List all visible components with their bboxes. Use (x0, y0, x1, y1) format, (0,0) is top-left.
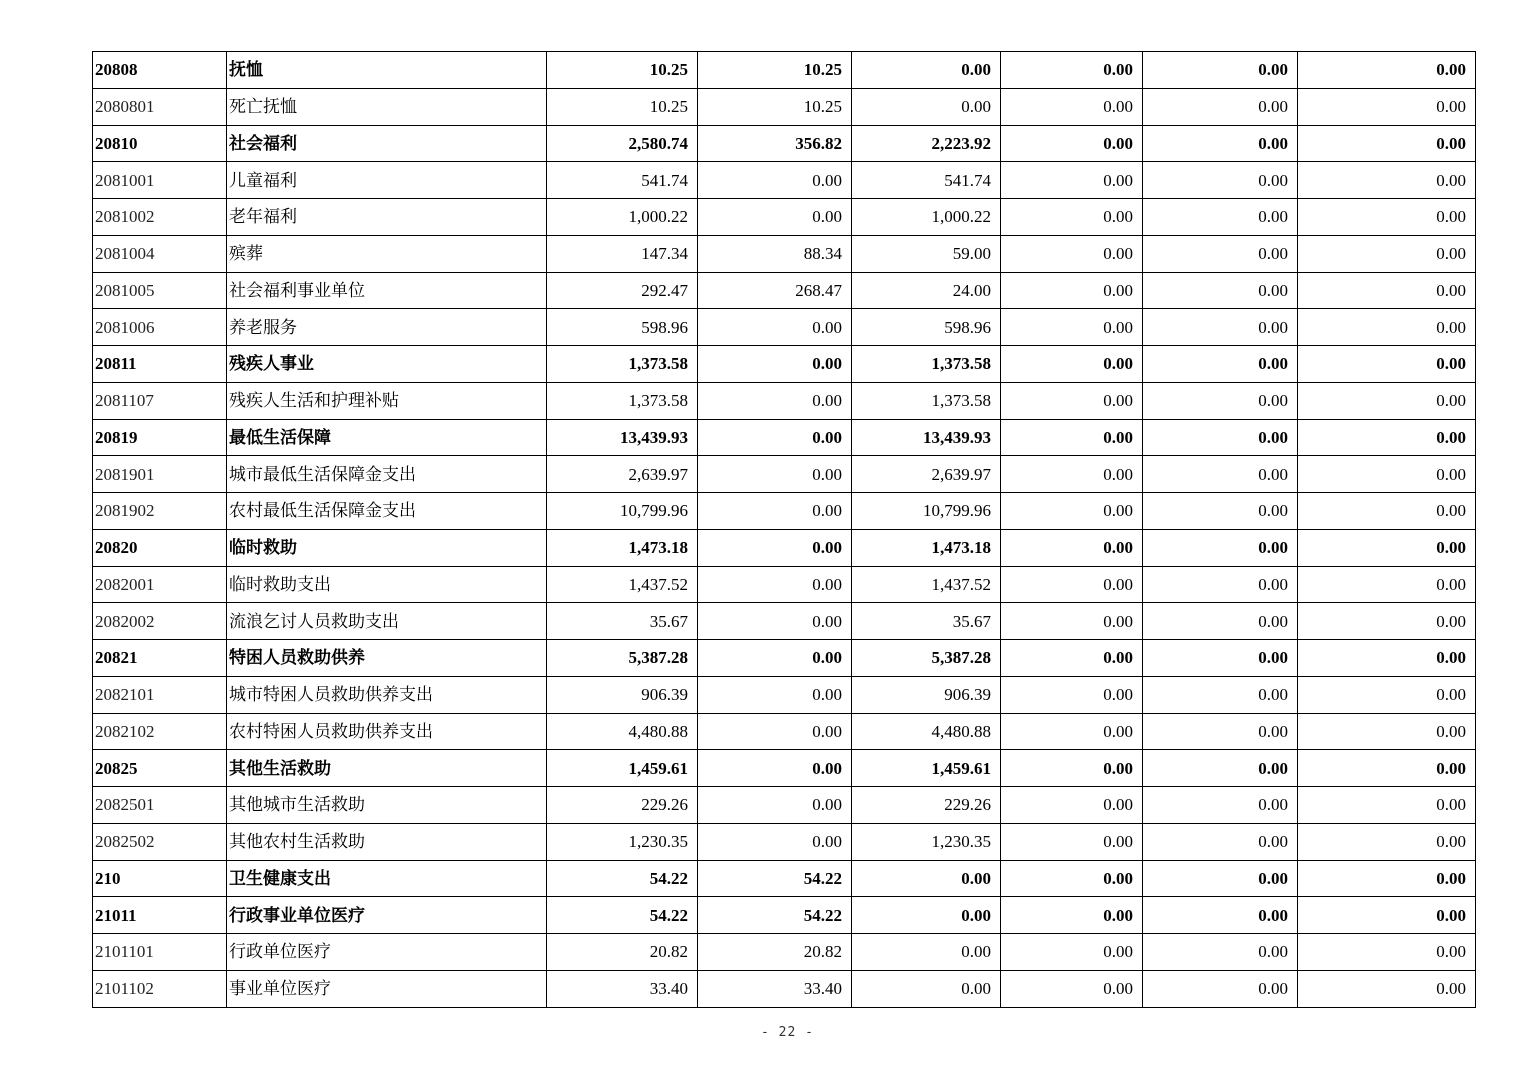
amount-cell: 0.00 (1001, 823, 1143, 860)
amount-cell: 13,439.93 (852, 419, 1001, 456)
amount-cell: 0.00 (1298, 309, 1476, 346)
amount-cell: 229.26 (547, 787, 698, 824)
amount-cell: 147.34 (547, 235, 698, 272)
subject-code-cell: 2081902 (93, 493, 227, 530)
subject-name-cell: 临时救助 (227, 529, 547, 566)
amount-cell: 0.00 (1001, 52, 1143, 89)
amount-cell: 5,387.28 (547, 640, 698, 677)
amount-cell: 0.00 (1143, 934, 1298, 971)
amount-cell: 2,223.92 (852, 125, 1001, 162)
amount-cell: 541.74 (547, 162, 698, 199)
amount-cell: 906.39 (852, 676, 1001, 713)
table-row (93, 235, 1476, 272)
amount-cell: 0.00 (1001, 272, 1143, 309)
subject-name-cell: 养老服务 (227, 309, 547, 346)
amount-cell: 0.00 (698, 493, 852, 530)
amount-cell: 0.00 (1001, 456, 1143, 493)
amount-cell: 0.00 (1143, 750, 1298, 787)
amount-cell: 0.00 (852, 970, 1001, 1007)
table-row (93, 676, 1476, 713)
amount-cell: 0.00 (698, 566, 852, 603)
subject-code-cell: 20808 (93, 52, 227, 89)
amount-cell: 10.25 (698, 88, 852, 125)
subject-name-cell: 社会福利 (227, 125, 547, 162)
table-row (93, 309, 1476, 346)
amount-cell: 10.25 (698, 52, 852, 89)
amount-cell: 268.47 (698, 272, 852, 309)
amount-cell: 10.25 (547, 52, 698, 89)
table-row (93, 860, 1476, 897)
subject-code-cell: 2082002 (93, 603, 227, 640)
amount-cell: 1,473.18 (852, 529, 1001, 566)
amount-cell: 0.00 (1001, 382, 1143, 419)
amount-cell: 0.00 (1143, 309, 1298, 346)
amount-cell: 0.00 (1001, 897, 1143, 934)
budget-expenditure-table (92, 51, 1476, 1008)
amount-cell: 0.00 (1001, 970, 1143, 1007)
table-row (93, 162, 1476, 199)
amount-cell: 0.00 (1143, 970, 1298, 1007)
table-row (93, 493, 1476, 530)
amount-cell: 0.00 (1298, 199, 1476, 236)
table-row (93, 199, 1476, 236)
table-row (93, 382, 1476, 419)
amount-cell: 0.00 (1001, 346, 1143, 383)
amount-cell: 0.00 (698, 382, 852, 419)
amount-cell: 0.00 (1298, 272, 1476, 309)
subject-code-cell: 20811 (93, 346, 227, 383)
amount-cell: 0.00 (1143, 346, 1298, 383)
amount-cell: 0.00 (1143, 566, 1298, 603)
amount-cell: 35.67 (547, 603, 698, 640)
amount-cell: 0.00 (1001, 419, 1143, 456)
amount-cell: 1,437.52 (547, 566, 698, 603)
amount-cell: 33.40 (698, 970, 852, 1007)
amount-cell: 0.00 (1298, 603, 1476, 640)
amount-cell: 229.26 (852, 787, 1001, 824)
amount-cell: 10,799.96 (547, 493, 698, 530)
subject-code-cell: 2082101 (93, 676, 227, 713)
amount-cell: 0.00 (698, 603, 852, 640)
amount-cell: 0.00 (1298, 970, 1476, 1007)
amount-cell: 0.00 (1298, 897, 1476, 934)
amount-cell: 0.00 (1298, 713, 1476, 750)
amount-cell: 1,373.58 (547, 382, 698, 419)
amount-cell: 0.00 (852, 52, 1001, 89)
amount-cell: 0.00 (1001, 235, 1143, 272)
amount-cell: 292.47 (547, 272, 698, 309)
amount-cell: 906.39 (547, 676, 698, 713)
amount-cell: 54.22 (547, 860, 698, 897)
amount-cell: 0.00 (1298, 382, 1476, 419)
subject-name-cell: 其他城市生活救助 (227, 787, 547, 824)
amount-cell: 598.96 (852, 309, 1001, 346)
amount-cell: 0.00 (1143, 603, 1298, 640)
amount-cell: 0.00 (1001, 162, 1143, 199)
subject-name-cell: 最低生活保障 (227, 419, 547, 456)
subject-code-cell: 2082501 (93, 787, 227, 824)
amount-cell: 0.00 (1143, 823, 1298, 860)
amount-cell: 0.00 (1298, 125, 1476, 162)
table-row (93, 456, 1476, 493)
amount-cell: 0.00 (1143, 419, 1298, 456)
amount-cell: 0.00 (1001, 529, 1143, 566)
amount-cell: 0.00 (1001, 713, 1143, 750)
amount-cell: 2,580.74 (547, 125, 698, 162)
amount-cell: 5,387.28 (852, 640, 1001, 677)
subject-name-cell: 特困人员救助供养 (227, 640, 547, 677)
amount-cell: 1,230.35 (547, 823, 698, 860)
amount-cell: 1,000.22 (852, 199, 1001, 236)
amount-cell: 0.00 (1143, 88, 1298, 125)
table-row (93, 529, 1476, 566)
subject-name-cell: 事业单位医疗 (227, 970, 547, 1007)
amount-cell: 0.00 (1143, 493, 1298, 530)
amount-cell: 0.00 (852, 934, 1001, 971)
amount-cell: 0.00 (1298, 346, 1476, 383)
subject-code-cell: 20820 (93, 529, 227, 566)
subject-name-cell: 城市最低生活保障金支出 (227, 456, 547, 493)
table-row (93, 897, 1476, 934)
amount-cell: 0.00 (1298, 88, 1476, 125)
subject-code-cell: 2101102 (93, 970, 227, 1007)
amount-cell: 4,480.88 (852, 713, 1001, 750)
amount-cell: 54.22 (547, 897, 698, 934)
amount-cell: 0.00 (698, 346, 852, 383)
amount-cell: 59.00 (852, 235, 1001, 272)
table-row (93, 603, 1476, 640)
amount-cell: 0.00 (1001, 640, 1143, 677)
subject-name-cell: 行政单位医疗 (227, 934, 547, 971)
subject-code-cell: 20821 (93, 640, 227, 677)
amount-cell: 0.00 (1001, 860, 1143, 897)
amount-cell: 0.00 (698, 750, 852, 787)
amount-cell: 0.00 (1143, 162, 1298, 199)
amount-cell: 0.00 (698, 676, 852, 713)
amount-cell: 598.96 (547, 309, 698, 346)
subject-code-cell: 2082502 (93, 823, 227, 860)
amount-cell: 2,639.97 (852, 456, 1001, 493)
subject-name-cell: 社会福利事业单位 (227, 272, 547, 309)
table-row (93, 125, 1476, 162)
subject-name-cell: 其他农村生活救助 (227, 823, 547, 860)
amount-cell: 0.00 (1143, 787, 1298, 824)
amount-cell: 10,799.96 (852, 493, 1001, 530)
table-row (93, 52, 1476, 89)
amount-cell: 0.00 (1298, 823, 1476, 860)
amount-cell: 0.00 (1001, 566, 1143, 603)
subject-name-cell: 老年福利 (227, 199, 547, 236)
table-body (93, 52, 1476, 1008)
amount-cell: 0.00 (1001, 787, 1143, 824)
amount-cell: 0.00 (698, 309, 852, 346)
amount-cell: 1,000.22 (547, 199, 698, 236)
amount-cell: 1,437.52 (852, 566, 1001, 603)
subject-name-cell: 抚恤 (227, 52, 547, 89)
amount-cell: 0.00 (1143, 860, 1298, 897)
amount-cell: 0.00 (1143, 199, 1298, 236)
amount-cell: 0.00 (1001, 125, 1143, 162)
amount-cell: 0.00 (1001, 309, 1143, 346)
amount-cell: 1,459.61 (547, 750, 698, 787)
amount-cell: 54.22 (698, 860, 852, 897)
amount-cell: 0.00 (698, 787, 852, 824)
table-row (93, 750, 1476, 787)
table-row (93, 419, 1476, 456)
subject-code-cell: 2101101 (93, 934, 227, 971)
amount-cell: 0.00 (1298, 456, 1476, 493)
amount-cell: 0.00 (1298, 676, 1476, 713)
subject-code-cell: 2081001 (93, 162, 227, 199)
amount-cell: 0.00 (1143, 235, 1298, 272)
subject-name-cell: 残疾人生活和护理补贴 (227, 382, 547, 419)
amount-cell: 0.00 (1143, 272, 1298, 309)
amount-cell: 0.00 (1298, 493, 1476, 530)
subject-code-cell: 2080801 (93, 88, 227, 125)
amount-cell: 4,480.88 (547, 713, 698, 750)
amount-cell: 20.82 (547, 934, 698, 971)
amount-cell: 0.00 (1143, 456, 1298, 493)
amount-cell: 0.00 (1001, 88, 1143, 125)
amount-cell: 1,459.61 (852, 750, 1001, 787)
amount-cell: 0.00 (1143, 713, 1298, 750)
subject-name-cell: 临时救助支出 (227, 566, 547, 603)
amount-cell: 0.00 (698, 162, 852, 199)
amount-cell: 0.00 (1298, 235, 1476, 272)
amount-cell: 1,473.18 (547, 529, 698, 566)
table-row (93, 88, 1476, 125)
subject-code-cell: 2081901 (93, 456, 227, 493)
subject-code-cell: 2082001 (93, 566, 227, 603)
amount-cell: 0.00 (852, 88, 1001, 125)
amount-cell: 0.00 (1143, 676, 1298, 713)
subject-name-cell: 城市特困人员救助供养支出 (227, 676, 547, 713)
amount-cell: 0.00 (1001, 493, 1143, 530)
subject-name-cell: 流浪乞讨人员救助支出 (227, 603, 547, 640)
subject-code-cell: 21011 (93, 897, 227, 934)
subject-code-cell: 2081004 (93, 235, 227, 272)
amount-cell: 0.00 (1298, 934, 1476, 971)
amount-cell: 0.00 (1001, 750, 1143, 787)
subject-code-cell: 2081002 (93, 199, 227, 236)
subject-code-cell: 2081006 (93, 309, 227, 346)
subject-name-cell: 殡葬 (227, 235, 547, 272)
subject-name-cell: 残疾人事业 (227, 346, 547, 383)
amount-cell: 0.00 (1298, 640, 1476, 677)
amount-cell: 0.00 (852, 860, 1001, 897)
amount-cell: 35.67 (852, 603, 1001, 640)
amount-cell: 33.40 (547, 970, 698, 1007)
subject-code-cell: 2081107 (93, 382, 227, 419)
subject-code-cell: 210 (93, 860, 227, 897)
amount-cell: 0.00 (1298, 529, 1476, 566)
amount-cell: 0.00 (1298, 787, 1476, 824)
subject-code-cell: 2082102 (93, 713, 227, 750)
subject-code-cell: 20810 (93, 125, 227, 162)
amount-cell: 0.00 (698, 640, 852, 677)
table-row (93, 566, 1476, 603)
subject-name-cell: 死亡抚恤 (227, 88, 547, 125)
table-row (93, 934, 1476, 971)
amount-cell: 0.00 (1298, 860, 1476, 897)
amount-cell: 88.34 (698, 235, 852, 272)
amount-cell: 0.00 (698, 529, 852, 566)
amount-cell: 0.00 (1143, 382, 1298, 419)
amount-cell: 0.00 (1143, 640, 1298, 677)
amount-cell: 0.00 (1298, 566, 1476, 603)
amount-cell: 0.00 (1001, 603, 1143, 640)
table-row (93, 346, 1476, 383)
amount-cell: 13,439.93 (547, 419, 698, 456)
amount-cell: 1,230.35 (852, 823, 1001, 860)
amount-cell: 0.00 (1001, 676, 1143, 713)
amount-cell: 0.00 (1298, 52, 1476, 89)
table-row (93, 272, 1476, 309)
amount-cell: 54.22 (698, 897, 852, 934)
amount-cell: 0.00 (1143, 125, 1298, 162)
amount-cell: 0.00 (698, 456, 852, 493)
subject-name-cell: 卫生健康支出 (227, 860, 547, 897)
subject-code-cell: 20825 (93, 750, 227, 787)
amount-cell: 0.00 (1298, 162, 1476, 199)
subject-name-cell: 儿童福利 (227, 162, 547, 199)
table-row (93, 787, 1476, 824)
subject-name-cell: 农村最低生活保障金支出 (227, 493, 547, 530)
amount-cell: 0.00 (1001, 199, 1143, 236)
table-row (93, 970, 1476, 1007)
amount-cell: 541.74 (852, 162, 1001, 199)
amount-cell: 0.00 (698, 713, 852, 750)
subject-code-cell: 20819 (93, 419, 227, 456)
table-row (93, 640, 1476, 677)
amount-cell: 0.00 (1298, 750, 1476, 787)
amount-cell: 0.00 (698, 199, 852, 236)
amount-cell: 20.82 (698, 934, 852, 971)
amount-cell: 356.82 (698, 125, 852, 162)
amount-cell: 0.00 (698, 823, 852, 860)
table-row (93, 713, 1476, 750)
subject-name-cell: 行政事业单位医疗 (227, 897, 547, 934)
amount-cell: 0.00 (1001, 934, 1143, 971)
amount-cell: 0.00 (1298, 419, 1476, 456)
amount-cell: 0.00 (852, 897, 1001, 934)
subject-code-cell: 2081005 (93, 272, 227, 309)
amount-cell: 0.00 (1143, 529, 1298, 566)
subject-name-cell: 农村特困人员救助供养支出 (227, 713, 547, 750)
amount-cell: 2,639.97 (547, 456, 698, 493)
amount-cell: 1,373.58 (547, 346, 698, 383)
amount-cell: 0.00 (1143, 52, 1298, 89)
amount-cell: 1,373.58 (852, 346, 1001, 383)
amount-cell: 10.25 (547, 88, 698, 125)
table-row (93, 823, 1476, 860)
amount-cell: 0.00 (1143, 897, 1298, 934)
amount-cell: 0.00 (698, 419, 852, 456)
amount-cell: 24.00 (852, 272, 1001, 309)
amount-cell: 1,373.58 (852, 382, 1001, 419)
page-number: - 22 - (761, 1025, 814, 1040)
subject-name-cell: 其他生活救助 (227, 750, 547, 787)
